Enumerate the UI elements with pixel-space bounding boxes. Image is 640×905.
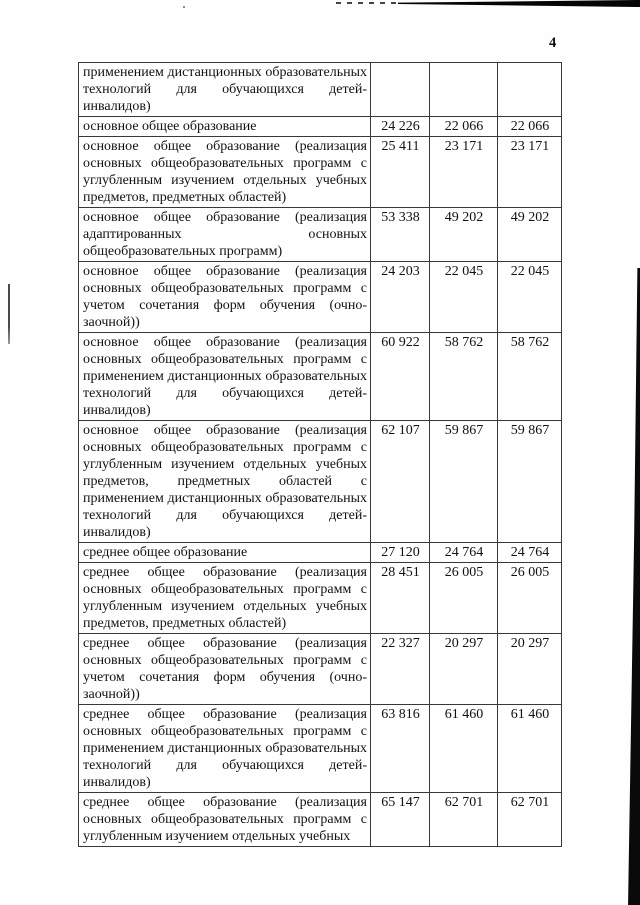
table-row: [79, 634, 562, 705]
table-row: [79, 563, 562, 634]
row-label: основное общее образование (реализация основных общеобразовательных программ с углубленным изучением отдельных учебных предметов, предметных областей с применением дистанционных образовательных технологий для обучающихся детей-инвалидов): [79, 421, 371, 543]
table-row: [79, 421, 562, 543]
row-value: 61 460: [498, 705, 562, 793]
row-label: среднее общее образование (реализация основных общеобразовательных программ с учетом сочетания форм обучения (очно-заочной)): [79, 634, 371, 705]
scan-artifact-speck: [183, 6, 185, 8]
row-value: [430, 63, 498, 117]
row-value: 62 701: [430, 793, 498, 847]
row-value: 58 762: [430, 333, 498, 421]
row-value: 61 460: [430, 705, 498, 793]
table-body: [79, 63, 562, 847]
row-value: 20 297: [498, 634, 562, 705]
row-label: применением дистанционных образовательных технологий для обучающихся детей-инвалидов): [79, 63, 371, 117]
row-value: 25 411: [371, 137, 430, 208]
row-value: 22 327: [371, 634, 430, 705]
row-value: 22 045: [498, 262, 562, 333]
row-value: 24 764: [430, 543, 498, 563]
row-value: 49 202: [430, 208, 498, 262]
table-row: [79, 137, 562, 208]
table-row: [79, 793, 562, 847]
table-row: [79, 208, 562, 262]
row-label: основное общее образование: [79, 117, 371, 137]
row-label: среднее общее образование (реализация основных общеобразовательных программ с углубленным изучением отдельных учебных предметов, предметных областей): [79, 563, 371, 634]
row-value: 26 005: [498, 563, 562, 634]
scan-artifact-top-dashes: [336, 2, 396, 4]
row-value: 22 045: [430, 262, 498, 333]
row-label: основное общее образование (реализация основных общеобразовательных программ с применением дистанционных образовательных технологий для обучающихся детей-инвалидов): [79, 333, 371, 421]
row-value: 24 764: [498, 543, 562, 563]
row-value: 27 120: [371, 543, 430, 563]
row-value: 59 867: [430, 421, 498, 543]
row-value: 23 171: [430, 137, 498, 208]
row-value: 62 701: [498, 793, 562, 847]
table-row: [79, 63, 562, 117]
table-row: [79, 705, 562, 793]
table-row: [79, 543, 562, 563]
scan-artifact-right-edge: [627, 268, 640, 905]
row-value: 65 147: [371, 793, 430, 847]
row-value: 58 762: [498, 333, 562, 421]
row-value: 53 338: [371, 208, 430, 262]
row-value: 62 107: [371, 421, 430, 543]
row-label: основное общее образование (реализация основных общеобразовательных программ с углубленным изучением отдельных учебных предметов, предметных областей): [79, 137, 371, 208]
row-value: 59 867: [498, 421, 562, 543]
row-label: среднее общее образование: [79, 543, 371, 563]
row-value: 23 171: [498, 137, 562, 208]
row-value: 28 451: [371, 563, 430, 634]
row-value: 49 202: [498, 208, 562, 262]
row-label: среднее общее образование (реализация основных общеобразовательных программ с применением дистанционных образовательных технологий для обучающихся детей-инвалидов): [79, 705, 371, 793]
page-number: 4: [549, 35, 557, 51]
row-label: основное общее образование (реализация адаптированных основных общеобразовательных программ): [79, 208, 371, 262]
row-value: [498, 63, 562, 117]
scan-artifact-top-edge: [398, 0, 640, 7]
scan-artifact-left-margin-mark: [8, 284, 10, 344]
table-row: [79, 262, 562, 333]
row-label: основное общее образование (реализация основных общеобразовательных программ с учетом сочетания форм обучения (очно-заочной)): [79, 262, 371, 333]
row-value: [371, 63, 430, 117]
table-row: [79, 117, 562, 137]
table-row: [79, 333, 562, 421]
row-value: 24 203: [371, 262, 430, 333]
row-value: 26 005: [430, 563, 498, 634]
row-value: 20 297: [430, 634, 498, 705]
row-value: 22 066: [498, 117, 562, 137]
row-value: 60 922: [371, 333, 430, 421]
row-value: 22 066: [430, 117, 498, 137]
education-funding-table: [78, 62, 562, 847]
row-value: 24 226: [371, 117, 430, 137]
row-value: 63 816: [371, 705, 430, 793]
row-label: среднее общее образование (реализация основных общеобразовательных программ с углубленным изучением отдельных учебных: [79, 793, 371, 847]
